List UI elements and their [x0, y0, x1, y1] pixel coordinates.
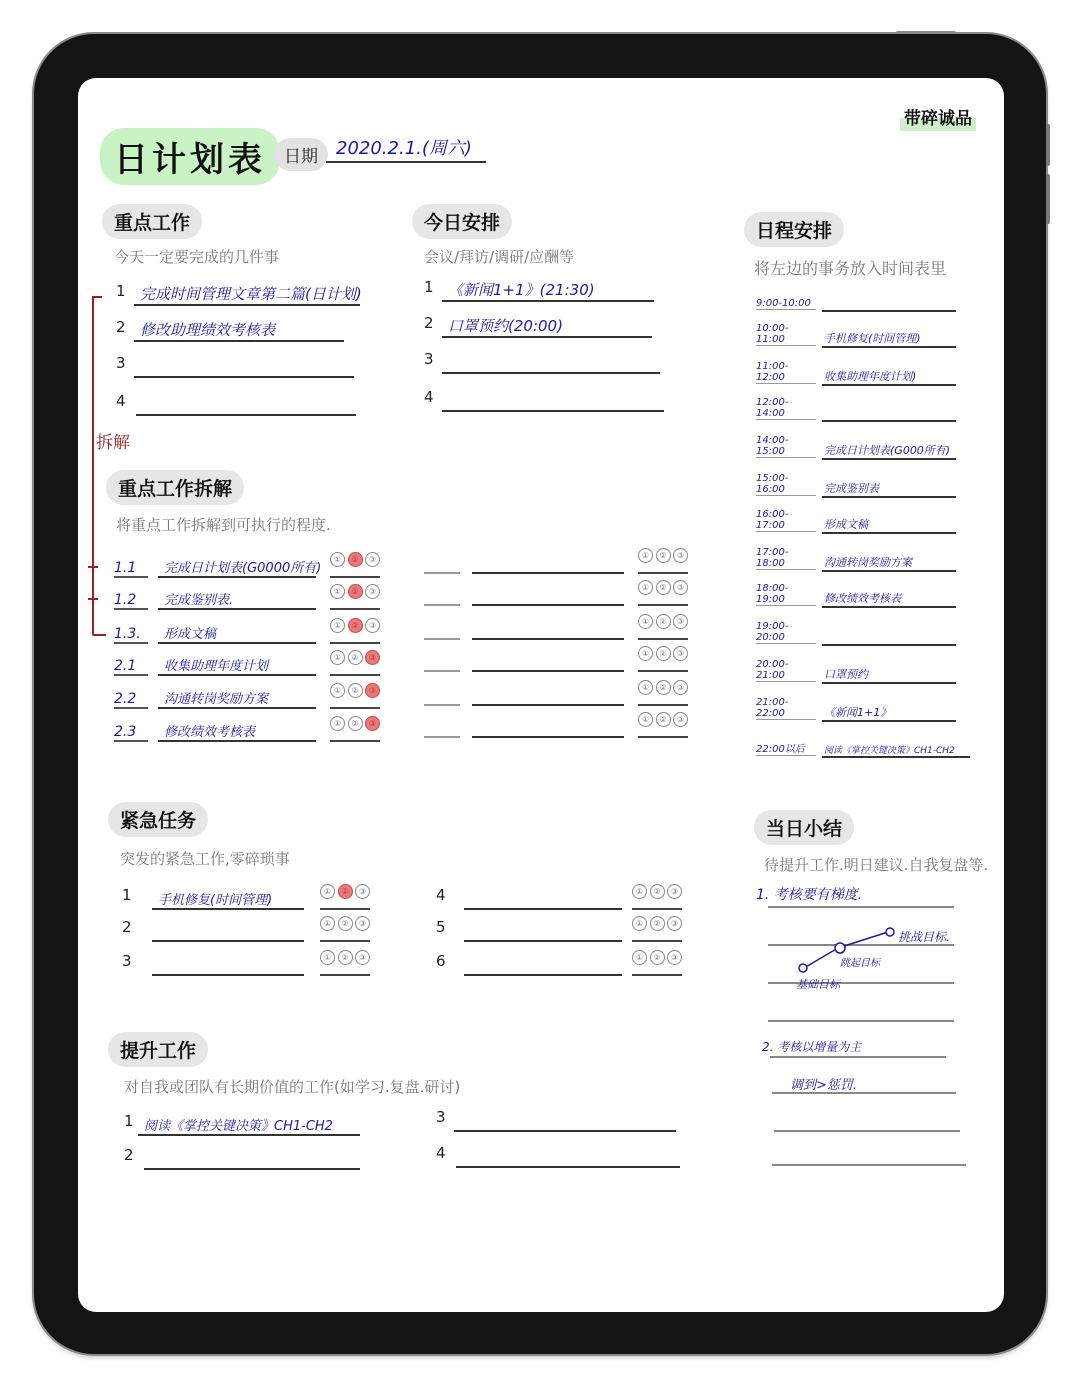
- priority-selector[interactable]: [330, 618, 380, 644]
- key-work-subtitle: 今天一定要完成的几件事: [114, 248, 280, 266]
- slot-task[interactable]: [822, 310, 956, 312]
- schedule-slot[interactable]: [756, 622, 956, 646]
- improve-text[interactable]: [454, 1130, 676, 1132]
- priority-2-icon[interactable]: ②: [348, 683, 363, 698]
- slot-time: 22:00以后: [756, 740, 816, 756]
- breakdown-number: 1.3.: [114, 626, 148, 644]
- priority-selector[interactable]: [320, 884, 370, 910]
- priority-3-icon[interactable]: ③: [365, 552, 380, 567]
- breakdown-text[interactable]: 完成鉴别表.: [158, 589, 316, 610]
- priority-1-icon[interactable]: ①: [330, 552, 345, 567]
- label-stretch-goal: 跳起目标: [840, 958, 880, 969]
- breakdown-text[interactable]: 修改绩效考核表: [158, 721, 316, 742]
- schedule-slot[interactable]: [756, 698, 956, 722]
- priority-selector[interactable]: [330, 584, 380, 610]
- priority-1-icon[interactable]: ①: [330, 716, 345, 731]
- breakdown-text[interactable]: [472, 736, 624, 738]
- urgent-text[interactable]: [152, 940, 304, 942]
- breakdown-number[interactable]: [424, 736, 460, 738]
- urgent-row[interactable]: [436, 950, 696, 976]
- row-number: 4: [424, 388, 434, 406]
- priority-3-icon[interactable]: ③: [667, 916, 682, 931]
- planner-page: [78, 78, 1004, 1312]
- label-challenge-goal: 挑战目标.: [898, 930, 950, 944]
- row-number: 4: [436, 886, 446, 904]
- improve-text[interactable]: [456, 1166, 680, 1168]
- arrangement-text[interactable]: [442, 410, 664, 412]
- arrangement-text[interactable]: [442, 372, 660, 374]
- slot-task[interactable]: 阅读《掌控关键决策》CH1-CH2: [822, 743, 970, 758]
- key-work-row[interactable]: [116, 316, 376, 342]
- summary-note-3[interactable]: 调到>惩罚.: [790, 1078, 858, 1093]
- slot-time: 9:00-10:00: [756, 298, 816, 310]
- slot-task[interactable]: 手机修复(时间管理): [822, 330, 956, 348]
- slot-task[interactable]: [822, 420, 956, 422]
- urgent-text[interactable]: [464, 940, 622, 942]
- priority-2-icon[interactable]: ②: [656, 580, 671, 595]
- urgent-subtitle: 突发的紧急工作,零碎琐事: [120, 850, 290, 868]
- schedule-subtitle: 将左边的事务放入时间表里: [754, 259, 947, 278]
- row-number: 2: [116, 318, 126, 336]
- urgent-text[interactable]: [464, 974, 622, 976]
- summary-note-2[interactable]: 2. 考核以增量为主: [762, 1040, 862, 1054]
- brand-logo: 带碎诚品: [900, 102, 976, 131]
- priority-3-icon[interactable]: ③: [667, 884, 682, 899]
- priority-selector[interactable]: [638, 712, 688, 738]
- arrangement-row[interactable]: [424, 276, 684, 302]
- priority-1-icon[interactable]: ①: [638, 680, 653, 695]
- slot-time: 12:00-14:00: [756, 397, 816, 420]
- priority-1-icon[interactable]: ①: [638, 614, 653, 629]
- schedule-slot[interactable]: [756, 660, 956, 684]
- priority-selector[interactable]: [330, 683, 380, 709]
- improve-subtitle: 对自我或团队有长期价值的工作(如学习.复盘.研讨): [124, 1078, 461, 1096]
- priority-1-icon[interactable]: ①: [638, 646, 653, 661]
- summary-line[interactable]: [772, 1164, 966, 1166]
- date-label: 日期: [274, 138, 328, 171]
- key-work-row[interactable]: [116, 352, 376, 378]
- row-number: 4: [436, 1144, 446, 1162]
- breakdown-text[interactable]: 收集助理年度计划: [158, 655, 316, 676]
- priority-selector[interactable]: [320, 916, 370, 942]
- slot-time: 10:00-11:00: [756, 323, 816, 346]
- priority-1-icon[interactable]: ①: [330, 618, 345, 633]
- arrangement-row[interactable]: [424, 386, 684, 412]
- improve-row[interactable]: [124, 1144, 384, 1170]
- slot-time: 17:00-18:00: [756, 547, 816, 570]
- breakdown-row[interactable]: [424, 646, 694, 672]
- priority-1-icon[interactable]: ①: [330, 650, 345, 665]
- today-arrangement-subtitle: 会议/拜访/调研/应酬等: [424, 248, 575, 266]
- breakdown-number: 2.3: [114, 724, 148, 742]
- priority-selector[interactable]: [632, 884, 682, 910]
- slot-task[interactable]: 完成鉴别表: [822, 480, 956, 498]
- schedule-slot[interactable]: [756, 362, 956, 386]
- breakdown-row[interactable]: [424, 548, 694, 574]
- bracket-tick: [88, 566, 98, 568]
- slot-task[interactable]: [822, 644, 956, 646]
- key-work-text[interactable]: 修改助理绩效考核表: [134, 319, 344, 342]
- breakdown-row[interactable]: [114, 683, 384, 709]
- priority-1-icon[interactable]: ①: [638, 712, 653, 727]
- summary-line[interactable]: [772, 1092, 956, 1094]
- summary-line[interactable]: [768, 906, 954, 908]
- slot-time: 20:00-21:00: [756, 659, 816, 682]
- priority-selector[interactable]: [632, 916, 682, 942]
- urgent-text[interactable]: [464, 908, 622, 910]
- priority-2-icon[interactable]: ②: [348, 618, 363, 633]
- priority-1-icon[interactable]: ①: [320, 916, 335, 931]
- urgent-row[interactable]: [436, 916, 696, 942]
- row-number: 4: [116, 392, 126, 410]
- row-number: 1: [124, 1112, 134, 1130]
- volume-up-button: [1046, 124, 1050, 166]
- improve-text[interactable]: 阅读《掌控关键决策》CH1-CH2: [138, 1115, 360, 1136]
- bracket-tick: [92, 296, 102, 298]
- priority-2-icon[interactable]: ②: [650, 950, 665, 965]
- priority-2-icon[interactable]: ②: [338, 884, 353, 899]
- slot-time: 16:00-17:00: [756, 509, 816, 532]
- key-work-text[interactable]: 完成时间管理文章第二篇(日计划): [134, 283, 360, 306]
- priority-3-icon[interactable]: ③: [673, 548, 688, 563]
- key-work-title: 重点工作: [102, 204, 202, 239]
- breakdown-row[interactable]: [424, 680, 694, 706]
- priority-1-icon[interactable]: ①: [320, 950, 335, 965]
- priority-2-icon[interactable]: ②: [348, 584, 363, 599]
- breakdown-text[interactable]: [472, 704, 624, 706]
- improve-row[interactable]: [436, 1106, 696, 1132]
- row-number: 3: [424, 350, 434, 368]
- priority-2-icon[interactable]: ②: [348, 552, 363, 567]
- decompose-bracket: [92, 296, 94, 634]
- priority-selector[interactable]: [638, 580, 688, 606]
- row-number: 1: [424, 278, 434, 296]
- breakdown-number[interactable]: [424, 704, 460, 706]
- schedule-slot[interactable]: [756, 474, 956, 498]
- breakdown-text[interactable]: [472, 572, 624, 574]
- slot-task[interactable]: 《新闻1+1》: [822, 704, 956, 722]
- slot-task[interactable]: 完成日计划表(G000所有): [822, 442, 956, 460]
- priority-3-icon[interactable]: ③: [355, 950, 370, 965]
- summary-line[interactable]: [770, 1056, 946, 1058]
- priority-2-icon[interactable]: ②: [650, 884, 665, 899]
- priority-3-icon[interactable]: ③: [365, 650, 380, 665]
- priority-3-icon[interactable]: ③: [355, 884, 370, 899]
- arrangement-row[interactable]: [424, 348, 684, 374]
- schedule-slot[interactable]: [756, 436, 956, 460]
- priority-selector[interactable]: [330, 552, 380, 578]
- bracket-tick: [92, 634, 106, 636]
- priority-1-icon[interactable]: ①: [638, 580, 653, 595]
- summary-line[interactable]: [774, 1130, 960, 1132]
- row-number: 1: [116, 282, 126, 300]
- improve-row[interactable]: [436, 1142, 696, 1168]
- schedule-slot[interactable]: [756, 584, 956, 608]
- priority-2-icon[interactable]: ②: [338, 916, 353, 931]
- breakdown-number[interactable]: [424, 604, 460, 606]
- priority-3-icon[interactable]: ③: [365, 584, 380, 599]
- priority-1-icon[interactable]: ①: [632, 916, 647, 931]
- slot-time: 18:00-19:00: [756, 583, 816, 606]
- key-work-row[interactable]: [116, 390, 376, 416]
- urgent-row[interactable]: [436, 884, 696, 910]
- priority-2-icon[interactable]: ②: [348, 650, 363, 665]
- breakdown-text[interactable]: 形成文稿: [158, 623, 316, 644]
- schedule-slot[interactable]: [756, 548, 956, 572]
- slot-time: 21:00-22:00: [756, 697, 816, 720]
- breakdown-row[interactable]: [114, 552, 384, 578]
- key-work-text[interactable]: [134, 376, 354, 378]
- slot-time: 11:00-12:00: [756, 361, 816, 384]
- breakdown-row[interactable]: [114, 650, 384, 676]
- priority-3-icon[interactable]: ③: [667, 950, 682, 965]
- priority-3-icon[interactable]: ③: [673, 580, 688, 595]
- priority-selector[interactable]: [320, 950, 370, 976]
- bracket-tick: [88, 598, 98, 600]
- urgent-title: 紧急任务: [108, 802, 208, 837]
- priority-3-icon[interactable]: ③: [673, 712, 688, 727]
- priority-2-icon[interactable]: ②: [656, 548, 671, 563]
- urgent-row[interactable]: [122, 884, 382, 910]
- row-number: 6: [436, 952, 446, 970]
- priority-2-icon[interactable]: ②: [656, 712, 671, 727]
- key-work-row[interactable]: [116, 280, 376, 306]
- priority-1-icon[interactable]: ①: [320, 884, 335, 899]
- today-arrangement-title: 今日安排: [412, 204, 512, 239]
- breakdown-row[interactable]: [424, 712, 694, 738]
- schedule-slot[interactable]: [756, 734, 970, 758]
- priority-2-icon[interactable]: ②: [650, 916, 665, 931]
- priority-1-icon[interactable]: ①: [638, 548, 653, 563]
- summary-line[interactable]: [768, 1020, 954, 1022]
- priority-1-icon[interactable]: ①: [632, 950, 647, 965]
- urgent-text[interactable]: 手机修复(时间管理): [152, 889, 304, 910]
- volume-down-button: [1046, 174, 1050, 224]
- priority-1-icon[interactable]: ①: [330, 683, 345, 698]
- row-number: 3: [122, 952, 132, 970]
- page-title: 日计划表: [100, 128, 280, 185]
- priority-selector[interactable]: [632, 950, 682, 976]
- breakdown-text[interactable]: [472, 638, 624, 640]
- breakdown-text[interactable]: [472, 670, 624, 672]
- power-button: [896, 31, 956, 34]
- row-number: 2: [424, 314, 434, 332]
- breakdown-row[interactable]: [114, 584, 384, 610]
- breakdown-number: 1.2: [114, 592, 148, 610]
- arrangement-text[interactable]: 《新闻1+1》(21:30): [442, 279, 654, 302]
- priority-3-icon[interactable]: ③: [673, 614, 688, 629]
- priority-selector[interactable]: [638, 614, 688, 640]
- breakdown-text[interactable]: 完成日计划表(G0000所有): [158, 557, 316, 578]
- schedule-list: [756, 288, 956, 768]
- row-number: 1: [122, 886, 132, 904]
- priority-2-icon[interactable]: ②: [348, 716, 363, 731]
- breakdown-number[interactable]: [424, 572, 460, 574]
- urgent-row[interactable]: [122, 950, 382, 976]
- improve-text[interactable]: [144, 1168, 360, 1170]
- priority-3-icon[interactable]: ③: [365, 716, 380, 731]
- slot-task[interactable]: 修改绩效考核表: [822, 590, 956, 608]
- slot-time: 15:00-16:00: [756, 473, 816, 496]
- priority-2-icon[interactable]: ②: [656, 646, 671, 661]
- row-number: 3: [116, 354, 126, 372]
- priority-selector[interactable]: [638, 646, 688, 672]
- breakdown-row[interactable]: [424, 580, 694, 606]
- row-number: 3: [436, 1108, 446, 1126]
- schedule-title: 日程安排: [744, 212, 844, 247]
- row-number: 2: [124, 1146, 134, 1164]
- schedule-slot[interactable]: [756, 510, 956, 534]
- priority-3-icon[interactable]: ③: [673, 680, 688, 695]
- decompose-annotation: 拆解: [96, 433, 130, 453]
- priority-2-icon[interactable]: ②: [338, 950, 353, 965]
- priority-3-icon[interactable]: ③: [355, 916, 370, 931]
- breakdown-number: 2.1: [114, 658, 148, 676]
- arrangement-row[interactable]: [424, 312, 684, 338]
- breakdown-subtitle: 将重点工作拆解到可执行的程度.: [116, 516, 331, 534]
- priority-1-icon[interactable]: ①: [330, 584, 345, 599]
- priority-1-icon[interactable]: ①: [632, 884, 647, 899]
- breakdown-row[interactable]: [114, 618, 384, 644]
- key-work-text[interactable]: [136, 414, 356, 416]
- breakdown-number: 1.1: [114, 560, 148, 578]
- breakdown-number[interactable]: [424, 670, 460, 672]
- summary-note-1[interactable]: 1. 考核要有梯度.: [756, 887, 863, 903]
- row-number: 2: [122, 918, 132, 936]
- slot-time: 19:00-20:00: [756, 621, 816, 644]
- improve-title: 提升工作: [108, 1032, 208, 1067]
- priority-3-icon[interactable]: ③: [673, 646, 688, 661]
- improve-row[interactable]: [124, 1110, 384, 1136]
- schedule-slot[interactable]: [756, 398, 956, 422]
- priority-3-icon[interactable]: ③: [365, 618, 380, 633]
- priority-selector[interactable]: [330, 650, 380, 676]
- breakdown-number[interactable]: [424, 638, 460, 640]
- priority-selector[interactable]: [638, 548, 688, 574]
- slot-task[interactable]: 收集助理年度计划): [822, 368, 956, 386]
- row-number: 5: [436, 918, 446, 936]
- label-base-goal: 基础目标: [796, 978, 840, 991]
- summary-title: 当日小结: [754, 810, 854, 845]
- slot-task[interactable]: 口罩预约: [822, 666, 956, 684]
- date-field[interactable]: 2020.2.1.(周六): [326, 134, 486, 163]
- urgent-text[interactable]: [152, 974, 304, 976]
- priority-selector[interactable]: [638, 680, 688, 706]
- summary-subtitle: 待提升工作.明日建议.自我复盘等.: [764, 856, 989, 874]
- breakdown-row[interactable]: [114, 716, 384, 742]
- slot-task[interactable]: 形成文稿: [822, 516, 956, 534]
- priority-3-icon[interactable]: ③: [365, 683, 380, 698]
- schedule-slot[interactable]: [756, 288, 956, 312]
- priority-2-icon[interactable]: ②: [656, 614, 671, 629]
- breakdown-title: 重点工作拆解: [106, 470, 244, 505]
- priority-selector[interactable]: [330, 716, 380, 742]
- urgent-row[interactable]: [122, 916, 382, 942]
- breakdown-number: 2.2: [114, 691, 148, 709]
- breakdown-text[interactable]: 沟通转岗奖励方案: [158, 688, 316, 709]
- breakdown-text[interactable]: [472, 604, 624, 606]
- schedule-slot[interactable]: [756, 324, 956, 348]
- arrangement-text[interactable]: 口罩预约(20:00): [442, 315, 652, 338]
- priority-2-icon[interactable]: ②: [656, 680, 671, 695]
- slot-task[interactable]: 沟通转岗奖励方案: [822, 554, 956, 572]
- slot-time: 14:00-15:00: [756, 435, 816, 458]
- breakdown-row[interactable]: [424, 614, 694, 640]
